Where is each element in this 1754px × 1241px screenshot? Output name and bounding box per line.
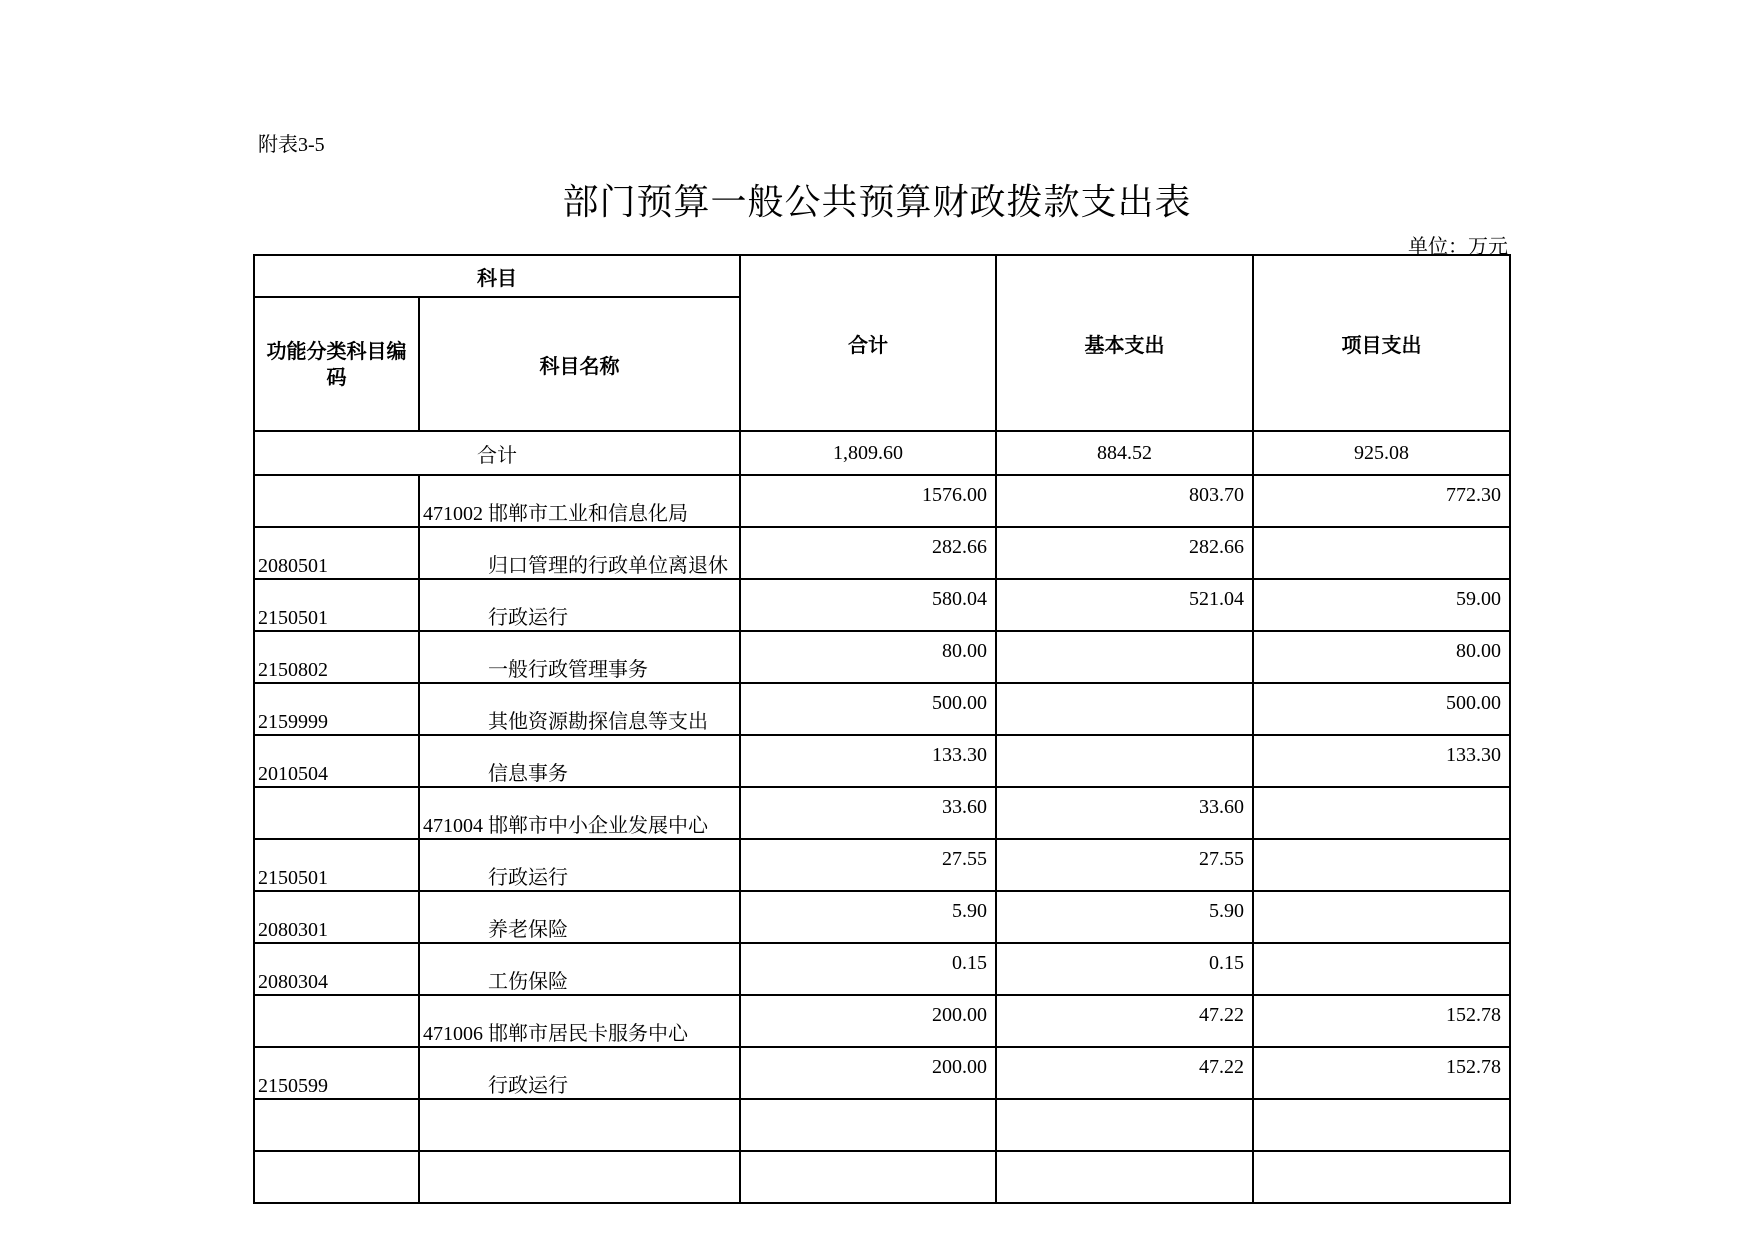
row-code: 2080304	[254, 943, 419, 995]
row-project: 133.30	[1253, 735, 1510, 787]
row-name: 工伤保险	[419, 943, 740, 995]
row-project	[1253, 891, 1510, 943]
table-row	[254, 1099, 1510, 1151]
row-basic: 47.22	[996, 1047, 1253, 1099]
row-code	[254, 1099, 419, 1151]
row-code	[254, 1151, 419, 1203]
row-name: 信息事务	[419, 735, 740, 787]
row-code: 2150599	[254, 1047, 419, 1099]
row-total	[740, 1151, 996, 1203]
row-total: 200.00	[740, 1047, 996, 1099]
table-row	[254, 995, 1510, 1047]
row-basic	[996, 1151, 1253, 1203]
table-row	[254, 787, 1510, 839]
row-code: 2150501	[254, 839, 419, 891]
table-row	[254, 735, 1510, 787]
row-project	[1253, 1099, 1510, 1151]
row-name	[419, 1099, 740, 1151]
table-row	[254, 943, 1510, 995]
row-total: 80.00	[740, 631, 996, 683]
row-basic: 0.15	[996, 943, 1253, 995]
row-project	[1253, 787, 1510, 839]
row-total: 1576.00	[740, 475, 996, 527]
row-name: 行政运行	[419, 1047, 740, 1099]
table-row	[254, 1047, 1510, 1099]
table-row	[254, 839, 1510, 891]
header-total: 合计	[740, 255, 996, 431]
table-row	[254, 527, 1510, 579]
row-code	[254, 787, 419, 839]
row-project: 772.30	[1253, 475, 1510, 527]
row-basic	[996, 631, 1253, 683]
row-basic: 5.90	[996, 891, 1253, 943]
table-row	[254, 631, 1510, 683]
row-total: 500.00	[740, 683, 996, 735]
header-code: 功能分类科目编码	[254, 297, 419, 431]
row-project	[1253, 1151, 1510, 1203]
row-project: 152.78	[1253, 995, 1510, 1047]
row-code: 2080301	[254, 891, 419, 943]
header-basic: 基本支出	[996, 255, 1253, 431]
row-code	[254, 995, 419, 1047]
row-code: 2080501	[254, 527, 419, 579]
row-name: 471002 邯郸市工业和信息化局	[419, 475, 740, 527]
grand-total-amount: 1,809.60	[740, 431, 996, 475]
grand-total-project: 925.08	[1253, 431, 1510, 475]
header-name: 科目名称	[419, 297, 740, 431]
grand-total-label: 合计	[254, 431, 740, 475]
row-project: 59.00	[1253, 579, 1510, 631]
row-code: 2010504	[254, 735, 419, 787]
row-total: 580.04	[740, 579, 996, 631]
budget-table	[253, 254, 1511, 1204]
table-row	[254, 579, 1510, 631]
page-title: 部门预算一般公共预算财政拨款支出表	[562, 182, 1192, 222]
table-row	[254, 891, 1510, 943]
row-name: 471004 邯郸市中小企业发展中心	[419, 787, 740, 839]
row-total: 27.55	[740, 839, 996, 891]
unit-label: 单位：万元	[1408, 236, 1508, 258]
table-row	[254, 683, 1510, 735]
header-subject: 科目	[254, 255, 740, 297]
table-row	[254, 475, 1510, 527]
header-project: 项目支出	[1253, 255, 1510, 431]
row-name: 471006 邯郸市居民卡服务中心	[419, 995, 740, 1047]
row-project: 500.00	[1253, 683, 1510, 735]
row-basic	[996, 1099, 1253, 1151]
row-basic	[996, 683, 1253, 735]
row-name: 行政运行	[419, 579, 740, 631]
row-total: 33.60	[740, 787, 996, 839]
row-name: 归口管理的行政单位离退休	[419, 527, 740, 579]
row-project: 80.00	[1253, 631, 1510, 683]
row-total: 133.30	[740, 735, 996, 787]
row-project	[1253, 527, 1510, 579]
row-code	[254, 475, 419, 527]
row-basic: 27.55	[996, 839, 1253, 891]
grand-total-basic: 884.52	[996, 431, 1253, 475]
row-basic: 33.60	[996, 787, 1253, 839]
row-name: 其他资源勘探信息等支出	[419, 683, 740, 735]
row-name: 行政运行	[419, 839, 740, 891]
row-total: 0.15	[740, 943, 996, 995]
row-project	[1253, 943, 1510, 995]
row-name: 养老保险	[419, 891, 740, 943]
row-basic: 47.22	[996, 995, 1253, 1047]
row-name	[419, 1151, 740, 1203]
row-basic: 521.04	[996, 579, 1253, 631]
row-code: 2150501	[254, 579, 419, 631]
row-basic	[996, 735, 1253, 787]
row-project	[1253, 839, 1510, 891]
row-project: 152.78	[1253, 1047, 1510, 1099]
row-total: 5.90	[740, 891, 996, 943]
row-basic: 803.70	[996, 475, 1253, 527]
row-total: 200.00	[740, 995, 996, 1047]
row-code: 2150802	[254, 631, 419, 683]
row-code: 2159999	[254, 683, 419, 735]
table-row	[254, 1151, 1510, 1203]
attachment-label: 附表3-5	[258, 134, 325, 156]
row-total: 282.66	[740, 527, 996, 579]
row-name: 一般行政管理事务	[419, 631, 740, 683]
row-basic: 282.66	[996, 527, 1253, 579]
row-total	[740, 1099, 996, 1151]
